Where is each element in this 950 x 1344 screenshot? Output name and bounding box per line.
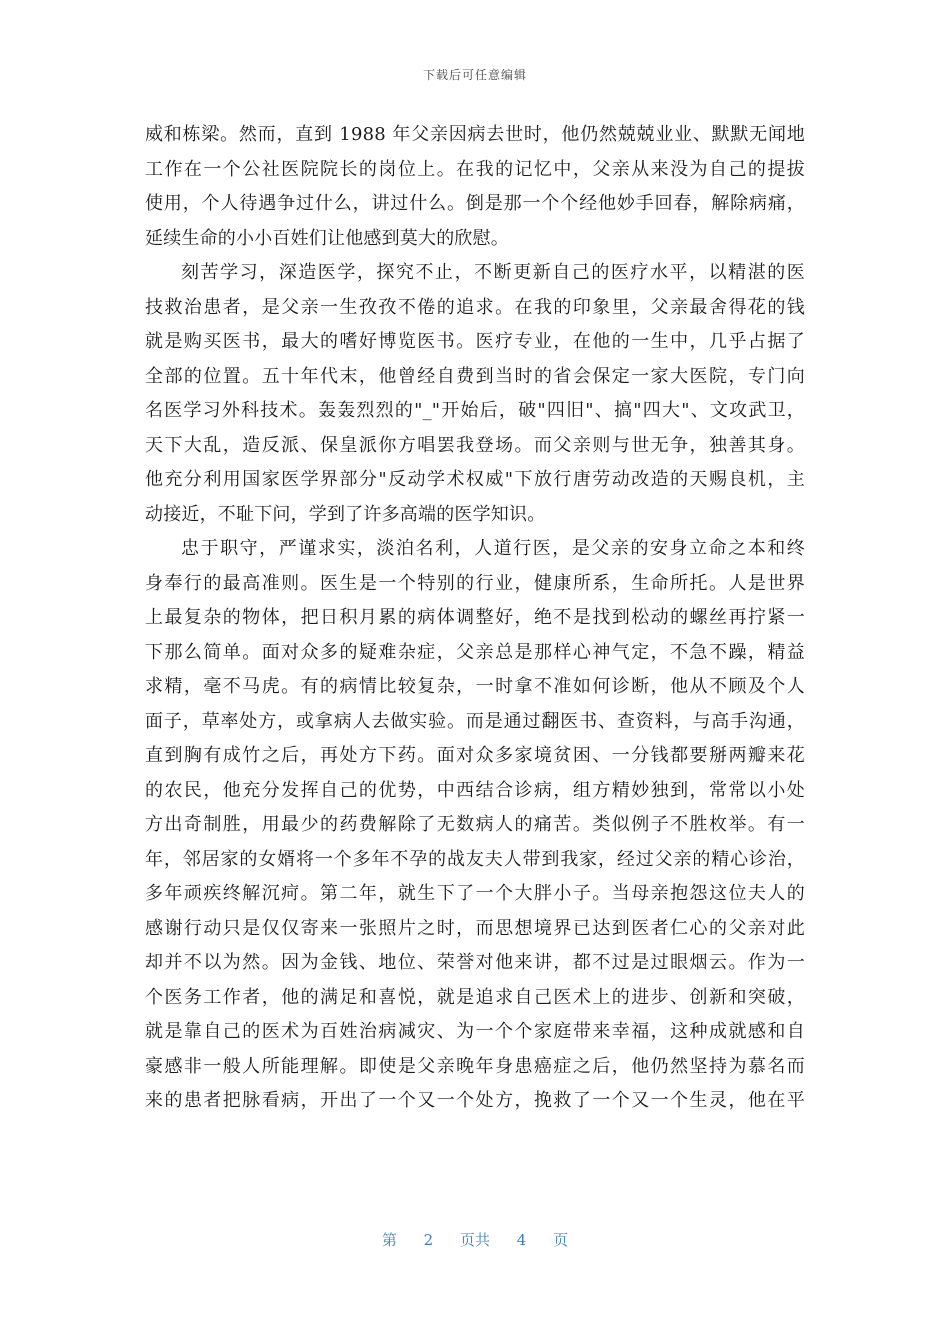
text-line: 却并不以为然。因为金钱、地位、荣誉对他来讲，都不过是过眼烟云。作为一 <box>145 952 805 973</box>
body-text <box>145 118 805 1119</box>
footer-middle: 页共 <box>459 1231 490 1249</box>
text-line: 上最复杂的物体，把日积月累的病体调整好，绝不是找到松动的螺丝再拧紧一 <box>145 607 805 628</box>
text-line: 的农民，他充分发挥自己的优势，中西结合诊病，组方精妙独到，常常以小处 <box>145 779 805 801</box>
text-line: 威和栋梁。然而，直到 1988 年父亲因病去世时，他仍然兢兢业业、默默无闻地 <box>145 124 805 145</box>
text-line: 就是靠自己的医术为百姓治病减灾、为一个个家庭带来幸福，这种成就感和自 <box>145 1021 805 1042</box>
page-footer <box>0 1229 950 1250</box>
text-line: 工作在一个公社医院院长的岗位上。在我的记忆中，父亲从来没为自己的提拔 <box>145 158 805 180</box>
text-line: 技救治患者，是父亲一生孜孜不倦的追求。在我的印象里，父亲最舍得花的钱 <box>145 296 805 318</box>
text-line: 天下大乱，造反派、保皇派你方唱罢我登场。而父亲则与世无争，独善其身。 <box>145 434 805 456</box>
text-line: 年，邻居家的女婿将一个多年不孕的战友夫人带到我家，经过父亲的精心诊治， <box>145 848 805 870</box>
current-page-number: 2 <box>423 1231 434 1249</box>
paragraph-first-line: 刻苦学习，深造医学，探究不止，不断更新自己的医疗水平，以精湛的医 <box>181 262 805 283</box>
text-line: 多年顽疾终解沉疴。第二年，就生下了一个大胖小子。当母亲抱怨这位夫人的 <box>145 883 805 904</box>
text-line: 感谢行动只是仅仅寄来一张照片之时，而思想境界已达到医者仁心的父亲对此 <box>145 917 805 939</box>
text-line: 动接近，不耻下问，学到了许多高端的医学知识。 <box>145 503 546 525</box>
text-line: 名医学习外科技术。轰轰烈烈的"_"开始后，破"四旧"、搞"四大"、文攻武卫， <box>145 400 805 421</box>
text-line: 身奉行的最高准则。医生是一个特别的行业，健康所系，生命所托。人是世界 <box>145 572 805 594</box>
text-line: 直到胸有成竹之后，再处方下药。面对众多家境贫困、一分钱都要掰两瓣来花 <box>145 745 805 766</box>
text-line: 面子，草率处方，或拿病人去做实验。而是通过翻医书、查资料，与高手沟通， <box>145 710 805 732</box>
text-line: 下那么简单。面对众多的疑难杂症，父亲总是那样心神气定，不急不躁，精益 <box>145 641 805 663</box>
footer-prefix: 第 <box>381 1231 397 1249</box>
text-line: 方出奇制胜，用最少的药费解除了无数病人的痛苦。类似例子不胜枚举。有一 <box>145 814 805 835</box>
text-line: 全部的位置。五十年代末，他曾经自费到当时的省会保定一家大医院，专门向 <box>145 365 805 387</box>
total-page-count: 4 <box>516 1231 527 1249</box>
text-line: 求精，毫不马虎。有的病情比较复杂，一时拿不准如何诊断，他从不顾及个人 <box>145 676 805 697</box>
text-line: 使用，个人待遇争过什么，讲过什么。倒是那一个个经他妙手回春，解除病痛， <box>145 193 805 214</box>
text-line: 豪感非一般人所能理解。即使是父亲晚年身患癌症之后，他仍然坚持为慕名而 <box>145 1055 805 1077</box>
text-line: 来的患者把脉看病，开出了一个又一个处方，挽救了一个又一个生灵，他在平 <box>145 1090 805 1111</box>
text-line: 就是购买医书，最大的嗜好博览医书。医疗专业，在他的一生中，几乎占据了 <box>145 331 805 352</box>
paragraph-first-line: 忠于职守，严谨求实，淡泊名利，人道行医，是父亲的安身立命之本和终 <box>181 538 805 559</box>
footer-suffix: 页 <box>553 1231 569 1249</box>
text-line: 延续生命的小小百姓们让他感到莫大的欣慰。 <box>145 227 509 249</box>
page-header: 下载后可任意编辑 <box>422 68 527 82</box>
text-line: 他充分利用国家医学界部分"反动学术权威"下放行唐劳动改造的天赐良机，主 <box>145 469 805 490</box>
text-line: 个医务工作者，他的满足和喜悦，就是追求自己医术上的进步、创新和突破， <box>145 986 805 1008</box>
